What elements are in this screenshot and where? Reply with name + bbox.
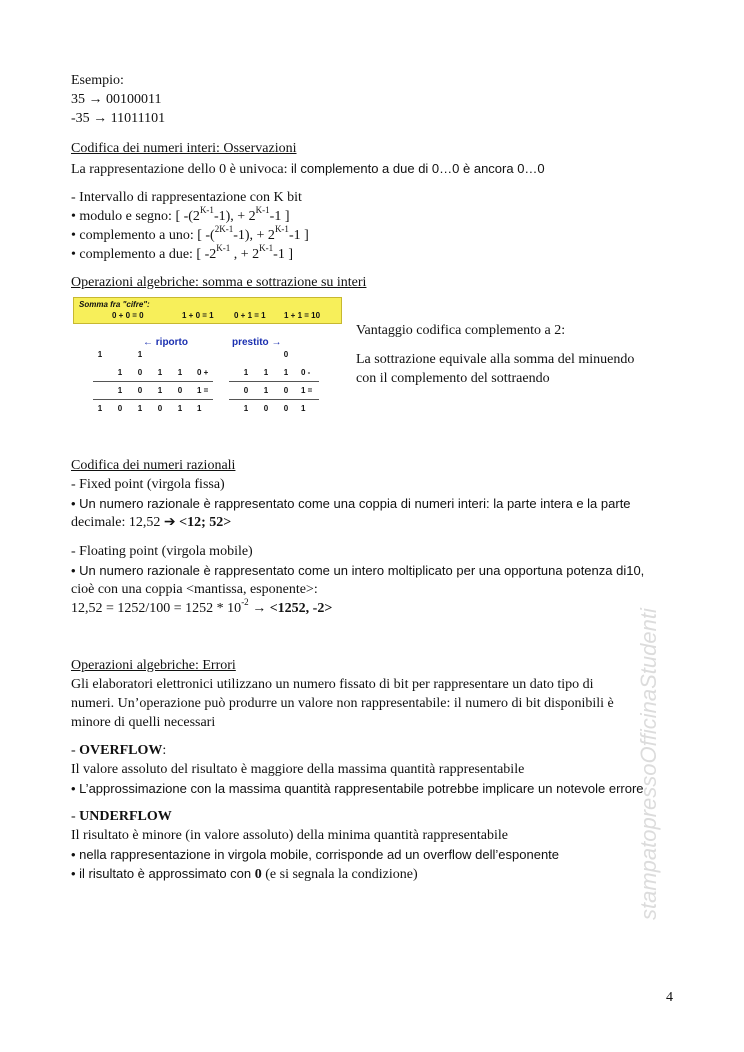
digit-cell: 1 — [117, 386, 123, 395]
digit-cell: 0 — [283, 404, 289, 413]
range-title: - Intervallo di rappresentazione con K bit — [71, 190, 302, 205]
digit-cell: 1 = — [301, 386, 313, 395]
digit-cell: 1 — [243, 368, 249, 377]
digit-cell: 1 = — [197, 386, 209, 395]
digit-cell: 1 — [137, 404, 143, 413]
digit-cell: 1 — [157, 386, 163, 395]
banner-item: 1 + 1 = 10 — [284, 311, 321, 320]
section-heading-rationals: Codifica dei numeri razionali — [71, 458, 236, 473]
sub-rule — [229, 399, 319, 400]
binary-arithmetic-figure — [71, 297, 343, 417]
digit-cell: 0 — [137, 386, 143, 395]
range-item: • complemento a uno: [ -($^{2K-1}$-1), + $2^{K-1}-1$ ] — [71, 224, 309, 243]
paragraph: Gli elaboratori elettronici utilizzano un numero fissato di bit per rappresentare un dato tipo di — [71, 677, 594, 692]
digit-cell: 0 — [177, 386, 183, 395]
watermark: stampatopressoOfficinaStudenti — [636, 608, 661, 920]
digit-cell: 0 — [283, 386, 289, 395]
banner-item: 1 + 0 = 1 — [182, 311, 214, 320]
digit-cell: 1 — [177, 368, 183, 377]
paragraph: La rappresentazione dello 0 è univoca: il complemento a due di 0…0 è ancora 0…0 — [71, 161, 545, 177]
side-note-text: con il complemento del sottraendo — [356, 371, 550, 386]
banner-item: 0 + 1 = 1 — [234, 311, 266, 320]
example-title: Esempio: — [71, 73, 124, 88]
paragraph: Il valore assoluto del risultato è maggiore della massima quantità rappresentabile — [71, 762, 525, 777]
section-heading-integers: Codifica dei numeri interi: Osservazioni — [71, 141, 297, 156]
digit-cell: 0 — [263, 404, 269, 413]
paragraph: • L’approssimazione con la massima quantità rappresentabile potrebbe implicare un notevole errore — [71, 781, 644, 796]
range-item: • modulo e segno: [ $-(2^{K-1}-1)$, + $2^{K-1}-1$ ] — [71, 205, 290, 224]
sum-rule — [93, 381, 213, 382]
digit-cell: 0 — [117, 404, 123, 413]
digit-cell: 0 — [283, 350, 289, 359]
digit-cell: 1 — [243, 404, 249, 413]
digit-cell: 1 — [97, 404, 103, 413]
digit-cell: 1 — [117, 368, 123, 377]
paragraph: • nella rappresentazione in virgola mobile, corrisponde ad un overflow dell’esponente — [71, 847, 560, 862]
digit-cell: 1 — [177, 404, 183, 413]
sub-rule — [229, 381, 319, 382]
digit-cell: 1 — [137, 350, 143, 359]
paragraph: • Un numero razionale è rappresentato come una coppia di numeri interi: la parte intera e la parte — [71, 496, 631, 511]
sum-rule — [93, 399, 213, 400]
digit-cell: 0 + — [197, 368, 209, 377]
section-heading-operations: Operazioni algebriche: somma e sottrazione su interi — [71, 275, 367, 290]
paragraph: • il risultato è approssimato con 0 (e si segnala la condizione) — [71, 866, 418, 882]
paragraph: minore di quelli necessari — [71, 715, 216, 730]
subsection-title: - Fixed point (virgola fissa) — [71, 477, 225, 492]
paragraph: cioè con una coppia <mantissa, esponente>: — [71, 582, 318, 597]
digit-cell: 1 — [197, 404, 202, 413]
digit-cell: 1 — [283, 368, 289, 377]
banner-item: 0 + 0 = 0 — [112, 311, 144, 320]
digit-cell: 1 — [301, 404, 306, 413]
paragraph: • Un numero razionale è rappresentato come un intero moltiplicato per una opportuna potenza di10, — [71, 563, 645, 578]
banner-title: Somma fra "cifre": — [79, 300, 150, 309]
example-row: 35 → 00100011 — [71, 92, 162, 107]
digit-sum-banner — [73, 297, 342, 324]
paragraph: Il risultato è minore (in valore assoluto) della minima quantità rappresentabile — [71, 828, 508, 843]
underflow-title: - UNDERFLOW — [71, 809, 172, 824]
digit-cell: 1 — [263, 386, 269, 395]
side-note-title: Vantaggio codifica complemento a 2: — [356, 323, 566, 338]
paragraph: $12,52 = 1252/100 = 1252 * 10^{-2} \to <1252$, -2> — [71, 597, 333, 616]
section-heading-errors: Operazioni algebriche: Errori — [71, 658, 236, 673]
borrow-label: prestito → — [232, 337, 282, 348]
overflow-title: - OVERFLOW: — [71, 743, 167, 758]
digit-cell: 1 — [157, 368, 163, 377]
digit-cell: 0 — [243, 386, 249, 395]
range-item: • complemento a due: [ $-2^{K-1}$ , + $2^{K-1}-1$ ] — [71, 243, 293, 262]
subsection-title: - Floating point (virgola mobile) — [71, 544, 253, 559]
example-row: -35 → 11011101 — [71, 111, 166, 126]
digit-cell: 1 — [263, 368, 269, 377]
digit-cell: 0 — [157, 404, 163, 413]
carry-label: ← riporto — [143, 337, 188, 348]
paragraph: decimale: 12,52 ➔ <12; 52> — [71, 515, 232, 530]
digit-cell: 0 - — [301, 368, 311, 377]
page-number: 4 — [666, 990, 673, 1005]
digit-cell: 1 — [97, 350, 103, 359]
digit-cell: 0 — [137, 368, 143, 377]
side-note-text: La sottrazione equivale alla somma del minuendo — [356, 352, 635, 367]
paragraph: numeri. Un’operazione può produrre un valore non rappresentabile: il numero di bit disponibili è — [71, 696, 614, 711]
